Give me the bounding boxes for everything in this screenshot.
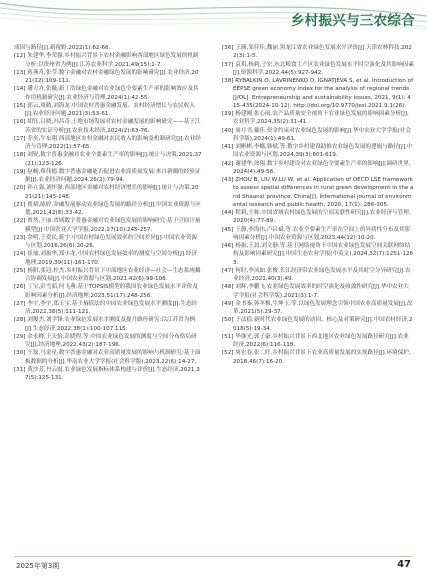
reference-item: [18] 刘锐,数字普惠金融对农业全要素生产率的影响[J].统计与决策,2021,37(21):123-126. — [14, 152, 202, 167]
reference-item: [37] 袁玥,杨莉,于宏.东北粮食主产区农业绿色发展水平时空演化及其影响因素[J].资源科学,2022,44(5):927-942. — [222, 61, 415, 76]
reference-item: [12] 朱建华,李荣强.乡村振兴背景下农村金融影响西部地区绿色发展的机制分析:以贵州省为例[J].江苏农业科学,2021,49(15):1-7. — [14, 53, 199, 68]
reference-item: [40] 周月书,戴佳.资金约束对农业绿色发展的影响[J].华中农业大学学报(社会科学版),2024(1):49-61. — [222, 127, 412, 142]
reference-item: [21] 翟斌,陈婷.金融发展驱动农业绿色发展的路径分析[J].中国农业资源与区划,2021,42(8):33-42. — [14, 201, 201, 216]
footer-divider — [0, 556, 427, 557]
reference-item: [17] 乔奕,牛东翔.西部地区农村金融对农民收入的影响及机制研究[J].农业经济与管理,2022(1):57-65. — [14, 135, 201, 150]
reference-item: [48] 刘辉,李鹏飞.农业绿色发展效率的时空演化及收敛性研究[J].华中农业大学学报(社会科学版),2021(3):1-7. — [222, 284, 409, 299]
reference-item: [23] 余明,王爱民,蒋宇.中国农村绿色发展效率的空间差异[J].中国农业资源与区划,2016,26(6):20-26. — [14, 234, 198, 249]
reference-item: [13] 蒋燕舟,张莹.数字金融对农村金融绿色发展的影响研究[J].农业经济,2021(12):109-111. — [14, 69, 199, 84]
reference-item: [29] 余永峰,王天怡,彭晓程,等.中国农业绿色发展的测度与空间分布格局研究[J].经济地理,2022,43(2):187-196. — [14, 333, 197, 348]
reference-item: [27] 李宇,李宇,郑玉宝.基于熵值法的中国农业绿色发展水平测度[J].生态经济,2022,38(5):111-121. — [14, 300, 198, 315]
reference-item: [31] 黄沙芳,丹云霞.农业绿色发展指标体系构建与评价[J].生态经济,2021,37(5):125-131. — [14, 366, 200, 381]
reference-item: 成因与路径[J].新视野,2022(1):62-66. — [14, 45, 111, 51]
reference-item: [49] 金书秦,韩冬梅,牛坤玉,等.以绿色发展理念引领中国农业高质量发展[J].改革,2021(5):29-37. — [222, 300, 413, 315]
page-number: 47 — [397, 559, 411, 570]
reference-item: [46] 杨振,王晨,刘文静,等.基于网络视角下中国农业绿色发展空间关联网络结构及影响因素研究[J].中国生态农业学报(中英文),2024,32(7):1251-1263. — [222, 243, 414, 266]
reference-item: [19] 赵畅,蔡伟德.数字普惠金融能否促进农业高质量发展:来自新疆的经验证据[J].农业经济问题,2024,26(2):79-94. — [14, 168, 201, 183]
reference-item: [42] 谢建华,徐翔.数字乡村建设对农业绿色全要素生产率的影响[J].调研世界,2024(4):49-56. — [222, 160, 411, 175]
reference-item: [26] 丁宝,彭雪茹,何飞燕.基于TOPSIS模型的我国农业绿色发展水平评价及影响因素分析[J].经济地理,2023,51(17):248-256. — [14, 284, 198, 299]
reference-item: [43] ZHOU B, LIU W,LU W, et al. Application of OECD LSE framework to assess spatial differences in rural green development in the arid Shaanxi province, China[J]. International journal of environmental research and public health, 2020, 17(1): 286-305. — [222, 177, 414, 208]
issue-label: 2025年第3期 — [16, 562, 60, 570]
reference-item: [30] 王磊,马金星.数字普惠金融对农业高质量发展的影响与机制研究:基于面板数据的分析[J].华南农业大学学报(社会科学版),2023,22(6):14-27. — [14, 350, 201, 365]
reference-list-right — [222, 44, 414, 366]
reference-item: [41] 刘彬彬,李娜,韩斌,等.数字乡村建设助推农业绿色发展的逻辑与路径[J].中国农业资源与区划,2024,39(3):601-619. — [222, 144, 413, 159]
reference-item: [44] 程莉,王栋.中国省域农村绿色发展的空间关联性研究[J].农业经济与管理,2020(4):77-89. — [222, 210, 411, 225]
reference-item: [38] RYBALKIN O, LAVRINENKO O, IGNATJEVA S, et al. Introduction of EEPSE green economy index for the analysis of regional trends[J/OL]. Entrepreneurship and sustainability issues, 2021, 9(1): 415-435(2024-10-12). http://doi.org/10.9770/jesi.2021.9.1(26). — [222, 78, 414, 109]
reference-item: [50] 于法稳.新时代农业绿色发展的动因、核心及对策研究[J].中国农村经济,2018(5):19-34. — [222, 317, 413, 332]
reference-item: [28] 刘俊杰,刘学锋.农业绿色发展水平测度及提升路径研究:以江苏省为例[J].生态经济,2022,38(1):100-107,115. — [14, 317, 195, 332]
reference-item: [22] 贾然,王丽.省域数字普惠金融对农业绿色发展的影响研究:基于空间计量模型[J].中国农业大学学报,2022,27(10):245-257. — [14, 218, 201, 233]
reference-item: [24] 崔瑜,刘振华,郑小龙.中国农村绿色发展效率的测度与空间分析[J].经济地理,2019,39(11):161-170. — [14, 251, 198, 266]
section-title: 乡村振兴与三农综合 — [290, 13, 415, 29]
reference-item: [14] 潘方卉,张薇,新丁浩绿色金融对农业绿色全要素生产率的影响效应及其作用机制研究[J].农业经济与管理,2024(1):42-55. — [14, 86, 199, 101]
page-header — [0, 0, 427, 30]
reference-item: [39] 杨建刚,张心雨.农产品质量安全视角下农业绿色发展的影响因素分析[J].农业科学,2024,35(2):31-41. — [222, 111, 409, 126]
reference-list-left — [14, 44, 202, 382]
reference-item: [20] 孙立强,刘怀强.西部地区金融对农村经济增长的影响[J].统计与决策,2021(21):145-148. — [14, 185, 199, 200]
reference-item: [52] 周宏春,张二旺.乡村振兴背景下农业高质量发展的实现路径[J].环境保护,2018,46(7):16-20. — [222, 350, 411, 365]
reference-item: [47] 何时,李凤如.张俊.长江经济带农业绿色发展水平及其时空分异研究[J].农业经济,2021,40(3):49. — [222, 267, 411, 282]
reference-item: [15] 郭云,周鹤,刘海龙.中国农村普惠金融发展、农村经济增长与农民收入[J].农业经济问题,2021(3):53-61. — [14, 102, 195, 117]
reference-item: [36] 王瑛,邹佳佳,魏丽.黑龙江省农业绿色发展水平评价[J].天津农林科技,2022(3):1-5. — [222, 45, 412, 60]
reference-item: [45] 王静,李海伟,卢昌斌,等.农业全要素生产率在空间上的异质性分布及其影响因素分析[J].中国农业资源与区划,2023,44(12):10-20. — [222, 226, 411, 241]
reference-item: [51] 毕继光,郭子豪.乡村振兴背景下西北地区农业绿色发展路径研究[J].农业经济,2022(6):116-118. — [222, 333, 409, 348]
reference-item: [16] 胡钰,吕晓,冯昌奇.土地市场发展对农村金融发展的影响研究——基于江苏省的实证分析[J].农业技术经济,2024(2):63-76. — [14, 119, 201, 134]
reference-item: [25] 杨阳,张冠,杜杰.乡村振兴背景下中部地区农业经济—社会—生态系统耦合协调发展[J].中国农业资源与区划,2021,42(6):99-108. — [14, 267, 201, 282]
